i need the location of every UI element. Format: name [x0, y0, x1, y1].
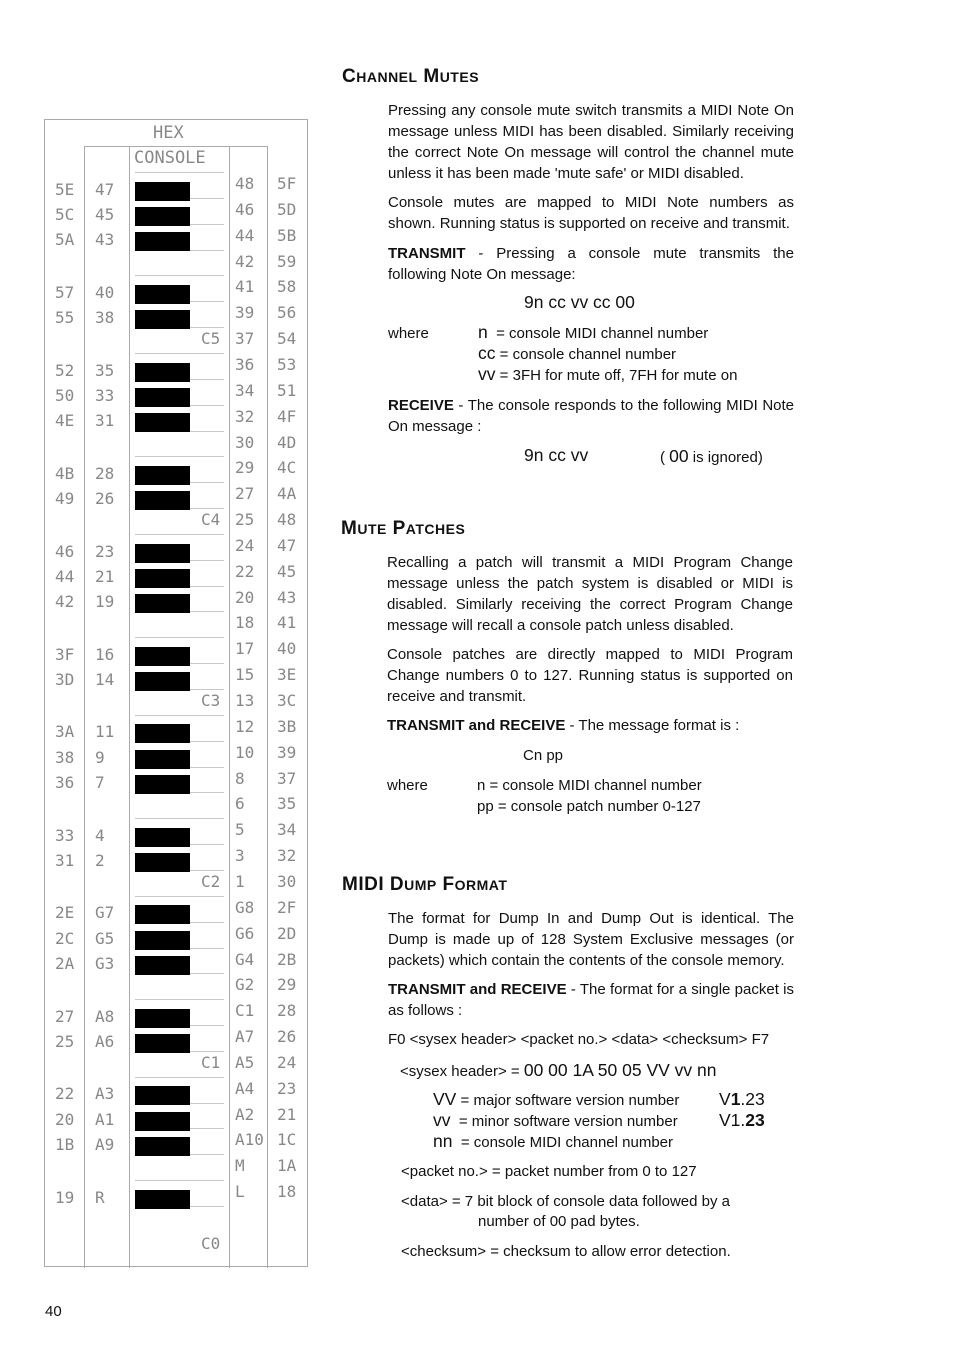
right-console-label: 42 [235, 251, 255, 271]
left-console-label: A6 [95, 1032, 115, 1052]
right-hex-label: 3B [277, 716, 297, 736]
right-console-label: 13 [235, 691, 255, 710]
octave-label: C0 [201, 1233, 221, 1253]
heading-text: MIDI DUMP FORMAT [342, 874, 508, 895]
right-hex-label: 34 [277, 820, 297, 840]
right-hex-label: 58 [277, 277, 297, 297]
black-key [135, 905, 190, 924]
left-console-label: A3 [95, 1084, 115, 1104]
right-console-label: G2 [235, 975, 255, 995]
receive-text: - The console responds to the following MIDI Note On message : [388, 397, 794, 435]
right-hex-label: 47 [277, 535, 297, 555]
patch-where-label: where [387, 777, 428, 794]
right-hex-label: 1C [277, 1130, 297, 1150]
left-hex-label: 25 [55, 1032, 75, 1052]
white-key-edge [135, 818, 224, 819]
channel-mutes-paragraph-2: Console mutes are mapped to MIDI Note numbers as shown. Running status is supported on receive and transmit. [388, 194, 794, 232]
transmit-text: - Pressing a console mute transmits the following Note On message: [388, 245, 794, 283]
right-hex-label: 2B [277, 949, 297, 969]
left-hex-label: 3D [55, 670, 75, 690]
right-console-label: 3 [235, 846, 245, 866]
black-key [135, 544, 190, 563]
black-key [135, 466, 190, 485]
white-key-edge [135, 896, 224, 897]
right-hex-label: 18 [277, 1182, 297, 1202]
right-hex-label: 37 [277, 768, 297, 788]
right-console-label: A7 [235, 1027, 255, 1047]
left-hex-label: 5A [55, 230, 75, 250]
where-label: where [388, 325, 429, 342]
definitions-list [478, 322, 737, 385]
patch-message: Cn pp [523, 747, 564, 764]
patch-definition-n: n = console MIDI channel number [477, 777, 702, 794]
right-hex-label: 28 [277, 1001, 297, 1021]
packet-number-line: <packet no.> = packet number from 0 to 127 [401, 1163, 697, 1180]
octave-label: C5 [201, 329, 221, 349]
left-hex-label: 31 [55, 851, 75, 871]
left-hex-label: 27 [55, 1006, 75, 1026]
channel-mutes-paragraph-1: Pressing any console mute switch transmits a MIDI Note On message unless MIDI has been disabled. Similarly receiving the correct Note On message will control the channel mute unless it has been made 'mute safe' or MIDI disabled. [388, 102, 794, 182]
left-console-label: A1 [95, 1109, 115, 1129]
column-divider [84, 146, 85, 1268]
receive-label: RECEIVE [388, 397, 454, 414]
right-console-label: A4 [235, 1078, 255, 1098]
right-hex-label: 4C [277, 458, 297, 478]
left-console-label: A8 [95, 1006, 115, 1026]
sysex-header-line: <sysex header> = 00 00 1A 50 05 VV vv nn [400, 1060, 717, 1080]
black-key [135, 363, 190, 382]
left-hex-label: 2C [55, 928, 75, 948]
black-key [135, 285, 190, 304]
major-version-line: VV = major software version number [433, 1089, 680, 1109]
left-hex-label: 3A [55, 722, 75, 742]
white-key-edge [135, 353, 224, 354]
right-console-label: 20 [235, 587, 255, 607]
right-hex-label: 2F [277, 897, 297, 917]
right-console-label: 41 [235, 277, 255, 297]
heading-text: CHANNEL MUTES [342, 66, 480, 87]
mute-patches-paragraph-1: Recalling a patch will transmit a MIDI Program Change message unless the patch system is disabled or MIDI is disabled. Similarly receiving the correct Program Change message will recall a console patch unless disabled. [387, 554, 793, 634]
black-key [135, 491, 190, 510]
right-hex-label: 23 [277, 1078, 297, 1098]
left-hex-label: 46 [55, 541, 75, 561]
octave-label: C2 [201, 871, 221, 891]
right-console-label: 24 [235, 535, 255, 555]
right-console-label: 27 [235, 484, 255, 504]
right-console-label: G8 [235, 897, 255, 917]
left-console-label: G7 [95, 903, 115, 923]
left-console-label: 21 [95, 566, 115, 586]
octave-label: C3 [201, 691, 221, 710]
right-console-label: 15 [235, 665, 255, 685]
channel-mutes-heading [342, 66, 479, 88]
left-console-label: 43 [95, 230, 115, 250]
left-hex-label: 22 [55, 1084, 75, 1104]
black-key [135, 931, 190, 950]
black-key [135, 1112, 190, 1131]
black-key [135, 1190, 190, 1209]
right-console-label: 44 [235, 225, 255, 245]
black-key [135, 775, 190, 794]
left-console-label: 45 [95, 204, 115, 224]
left-console-label: A9 [95, 1135, 115, 1155]
right-console-label: 34 [235, 380, 255, 400]
left-hex-label: 33 [55, 825, 75, 845]
right-console-label: 10 [235, 742, 255, 762]
right-hex-label: 5D [277, 199, 297, 219]
right-console-label: C1 [235, 1001, 255, 1021]
heading-text: MUTE PATCHES [341, 518, 466, 539]
header-divider [84, 146, 268, 147]
left-console-label: 19 [95, 592, 115, 612]
right-console-label: 36 [235, 354, 255, 374]
right-hex-label: 1A [277, 1156, 297, 1176]
left-hex-label: 55 [55, 308, 75, 328]
column-divider [229, 146, 230, 1268]
minor-version-example: V1.23 [719, 1110, 765, 1130]
right-console-label: 37 [235, 329, 255, 349]
left-hex-label: 38 [55, 747, 75, 767]
left-console-label: 35 [95, 360, 115, 380]
right-console-label: A10 [235, 1130, 264, 1150]
left-console-label: 11 [95, 722, 115, 742]
left-console-label: G5 [95, 928, 115, 948]
left-hex-label: 4E [55, 411, 75, 431]
left-console-label: 33 [95, 385, 115, 405]
black-key [135, 310, 190, 329]
left-hex-label: 5C [55, 204, 75, 224]
left-console-label: 16 [95, 644, 115, 664]
black-key [135, 724, 190, 743]
left-console-label: 31 [95, 411, 115, 431]
channel-mutes-transmit [388, 243, 794, 285]
right-hex-label: 26 [277, 1027, 297, 1047]
keyboard-mapping-figure [44, 119, 308, 1267]
right-hex-label: 5F [277, 174, 297, 193]
black-key [135, 1086, 190, 1105]
right-console-label: 12 [235, 716, 255, 736]
mute-patches-heading [341, 518, 465, 540]
right-console-label: G4 [235, 949, 255, 969]
left-hex-label: 36 [55, 773, 75, 793]
right-hex-label: 56 [277, 303, 297, 323]
patch-definition-pp: pp = console patch number 0-127 [477, 798, 701, 815]
left-hex-label: 50 [55, 385, 75, 405]
right-hex-label: 40 [277, 639, 297, 659]
major-version-example: V1.23 [719, 1089, 765, 1109]
hex-header: HEX [153, 123, 184, 143]
right-hex-label: 24 [277, 1052, 297, 1072]
right-console-label: 39 [235, 303, 255, 323]
right-hex-label: 48 [277, 510, 297, 530]
left-console-label: 40 [95, 283, 115, 302]
white-key-edge [135, 1077, 224, 1078]
right-hex-label: 45 [277, 561, 297, 581]
dump-format-heading [342, 874, 507, 896]
right-hex-label: 54 [277, 329, 297, 349]
right-hex-label: 2D [277, 923, 297, 943]
right-console-label: A5 [235, 1052, 255, 1072]
right-hex-label: 4A [277, 484, 297, 504]
column-divider [129, 146, 130, 1268]
right-console-label: 5 [235, 820, 245, 840]
black-key [135, 1137, 190, 1156]
right-hex-label: 41 [277, 613, 297, 633]
right-hex-label: 30 [277, 871, 297, 891]
white-key-edge [135, 456, 224, 457]
left-console-label: 28 [95, 463, 115, 483]
right-hex-label: 43 [277, 587, 297, 607]
channel-mutes-receive [388, 395, 794, 437]
black-key [135, 1009, 190, 1028]
right-hex-label: 39 [277, 742, 297, 762]
white-key-edge [135, 172, 224, 173]
black-key [135, 1034, 190, 1053]
right-hex-label: 32 [277, 846, 297, 866]
right-console-label: 8 [235, 768, 245, 788]
right-console-label: L [235, 1182, 245, 1202]
right-hex-label: 29 [277, 975, 297, 995]
right-hex-label: 35 [277, 794, 297, 814]
left-hex-label: 5E [55, 179, 75, 199]
right-console-label: 6 [235, 794, 245, 814]
right-hex-label: 21 [277, 1104, 297, 1124]
white-key-edge [135, 999, 224, 1000]
receive-note: ( 00 is ignored) [660, 446, 763, 466]
right-console-label: 32 [235, 406, 255, 426]
white-key-edge [135, 637, 224, 638]
left-hex-label: 57 [55, 283, 75, 302]
black-key [135, 413, 190, 432]
black-key [135, 569, 190, 588]
left-console-label: 23 [95, 541, 115, 561]
page-number: 40 [45, 1303, 62, 1320]
mute-patches-txrx: TRANSMIT and RECEIVE - The message format is : [387, 717, 740, 734]
dump-txrx: TRANSMIT and RECEIVE - The format for a single packet is as follows : [388, 981, 794, 1019]
right-hex-label: 53 [277, 354, 297, 374]
white-key-edge [135, 1180, 224, 1181]
right-console-label: G6 [235, 923, 255, 943]
left-hex-label: 44 [55, 566, 75, 586]
right-console-label: 30 [235, 432, 255, 452]
right-console-label: 48 [235, 174, 255, 193]
black-key [135, 594, 190, 613]
data-line-2: number of 00 pad bytes. [478, 1213, 640, 1230]
column-divider [267, 146, 268, 1268]
black-key [135, 750, 190, 769]
left-console-label: 4 [95, 825, 105, 845]
left-console-label: 2 [95, 851, 105, 871]
black-key [135, 853, 190, 872]
left-console-label: 9 [95, 747, 105, 767]
right-hex-label: 51 [277, 380, 297, 400]
right-hex-label: 3E [277, 665, 297, 685]
black-key [135, 956, 190, 975]
right-console-label: A2 [235, 1104, 255, 1124]
right-console-label: 1 [235, 871, 245, 891]
packet-format-line: F0 <sysex header> <packet no.> <data> <checksum> F7 [388, 1031, 770, 1048]
right-console-label: 46 [235, 199, 255, 219]
left-console-label: 38 [95, 308, 115, 328]
definition-vv: vv = 3FH for mute off, 7FH for mute on [478, 364, 738, 384]
channel-number-line: nn = console MIDI channel number [433, 1131, 674, 1151]
left-hex-label: 42 [55, 592, 75, 612]
white-key-edge [135, 715, 224, 716]
right-console-label: 29 [235, 458, 255, 478]
left-hex-label: 19 [55, 1187, 75, 1207]
left-hex-label: 52 [55, 360, 75, 380]
checksum-line: <checksum> = checksum to allow error detection. [401, 1243, 731, 1260]
black-key [135, 232, 190, 251]
black-key [135, 647, 190, 666]
right-console-label: 22 [235, 561, 255, 581]
right-console-label: M [235, 1156, 245, 1176]
left-hex-label: 2E [55, 903, 75, 923]
left-hex-label: 1B [55, 1135, 75, 1155]
black-key [135, 207, 190, 226]
left-console-label: 47 [95, 179, 115, 199]
left-hex-label: 3F [55, 644, 75, 664]
right-hex-label: 4D [277, 432, 297, 452]
receive-message: 9n cc vv [524, 445, 589, 465]
console-header: CONSOLE [134, 148, 206, 168]
left-console-label: 26 [95, 489, 115, 509]
transmit-message: 9n cc vv cc 00 [524, 292, 635, 312]
right-hex-label: 59 [277, 251, 297, 271]
left-hex-label: 4B [55, 463, 75, 483]
left-console-label: R [95, 1187, 105, 1207]
right-console-label: 17 [235, 639, 255, 659]
data-line-1: <data> = 7 bit block of console data followed by a [401, 1193, 730, 1210]
right-hex-label: 5B [277, 225, 297, 245]
left-hex-label: 49 [55, 489, 75, 509]
right-console-label: 18 [235, 613, 255, 633]
octave-label: C4 [201, 510, 221, 530]
white-key-edge [135, 534, 224, 535]
definition-n: n = console MIDI channel number [478, 322, 709, 342]
definition-cc: cc = console channel number [478, 343, 677, 363]
left-console-label: G3 [95, 954, 115, 974]
left-console-label: 14 [95, 670, 115, 690]
black-key [135, 828, 190, 847]
left-hex-label: 20 [55, 1109, 75, 1129]
white-key-edge [135, 275, 224, 276]
dump-paragraph-1: The format for Dump In and Dump Out is identical. The Dump is made up of 128 System Exclusive messages (or packets) which contain the contents of the console memory. [388, 910, 794, 969]
black-key [135, 182, 190, 201]
right-hex-label: 4F [277, 406, 297, 426]
minor-version-line: vv = minor software version number [433, 1110, 678, 1130]
mute-patches-paragraph-2: Console patches are directly mapped to MIDI Program Change numbers 0 to 127. Running status is supported on receive and transmit. [387, 646, 793, 705]
left-console-label: 7 [95, 773, 105, 793]
black-key [135, 388, 190, 407]
right-hex-label: 3C [277, 691, 297, 710]
left-hex-label: 2A [55, 954, 75, 974]
octave-label: C1 [201, 1052, 221, 1072]
black-key [135, 672, 190, 691]
transmit-label: TRANSMIT [388, 245, 466, 262]
right-console-label: 25 [235, 510, 255, 530]
